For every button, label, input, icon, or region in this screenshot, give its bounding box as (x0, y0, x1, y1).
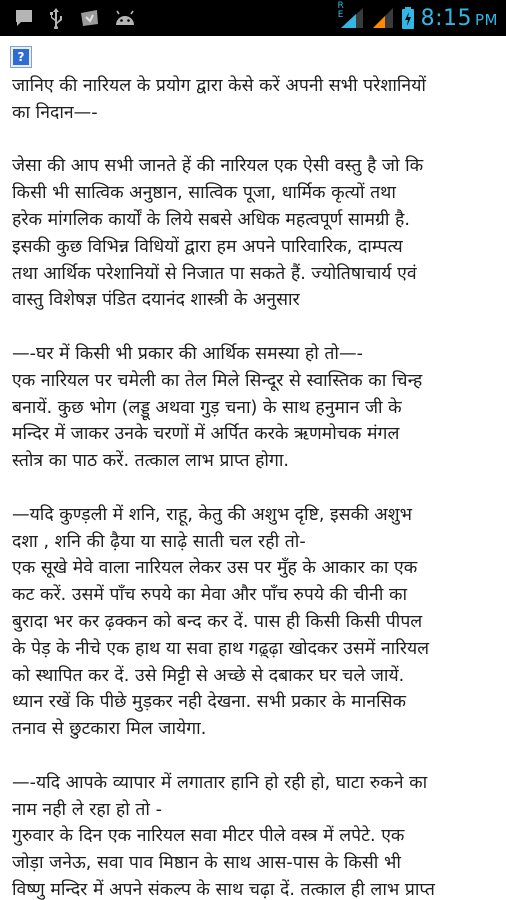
article-line: बनायें. कुछ भोग (लड्डू अथवा गुड़ चना) के साथ हनुमान जी के (12, 397, 402, 418)
status-bar (0, 0, 506, 36)
article-line: इसकी कुछ विभिन्न विधियों द्वारा हम अपने पारिवारिक, दाम्पत्य (12, 236, 403, 257)
system-status (335, 0, 498, 36)
article-line: गुरुवार के दिन एक नारियल सवा मीटर पीले वस्त्र में लपेटे. एक (12, 826, 405, 847)
article-line: —-घर में किसी भी प्रकार की आर्थिक समस्या हो तो—- (12, 343, 363, 364)
paragraph-gap (12, 314, 502, 341)
notification-icons (14, 7, 136, 29)
paragraph-gap (12, 475, 502, 502)
shopping-bag-icon (78, 8, 100, 28)
signal-strength-icon (339, 6, 365, 30)
article-body (12, 73, 502, 900)
article-line: कट करें. उसमें पाँच रुपये का मेवा और पाँच रुपये की चीनी का (12, 585, 408, 606)
clock-ampm: PM (475, 10, 498, 29)
article-line: एक सूखे मेवे वाला नारियल लेकर उस पर मुँह के आकार का एक (12, 558, 418, 579)
broken-image-placeholder[interactable] (10, 46, 32, 68)
article-line: बुरादा भर कर ढ़क्कन को बन्द कर दें. पास ही किसी किसी पीपल (12, 611, 423, 632)
article-line: जोड़ा जनेऊ, सवा पाव मिष्ठान के साथ आस-पास के किसी भी (12, 853, 401, 874)
article-line: हरेक मांगलिक कार्यों के लिये सबसे अधिक महत्वपूर्ण सामग्री है. (12, 209, 410, 230)
article-line: वास्तु विशेषज्ञ पंडित दयानंद शास्त्री के अनुसार (12, 290, 300, 311)
article-line: —-यदि आपके व्यापार में लगातार हानि हो रही हो, घाटा रुकने का (12, 772, 428, 793)
article-line: तनाव से छुटकारा मिल जायेगा. (12, 719, 207, 740)
article-line: —यदि कुण्ड़ली में शनि, राहू, केतु की अशुभ दृष्टि, इसकी अशुभ (12, 504, 413, 525)
article-line: को स्थापित कर दें. उसे मिट्टी से अच्छे से दबाकर घर चले जायें. (12, 665, 405, 686)
android-icon (114, 9, 136, 27)
article-line: जेसा की आप सभी जानते हें की नारियल एक ऐसी वस्तु है जो कि (12, 156, 424, 177)
article-line: विष्णु मन्दिर में अपने संकल्प के साथ चढ़ा दें. तत्काल ही लाभ प्राप्त (12, 879, 435, 900)
wifi-signal-icon (371, 6, 395, 30)
article-line: का निदान—- (12, 102, 98, 123)
article-line: ध्यान रखें कि पीछे मुड़कर नही देखना. सभी प्रकार के मानसिक (12, 692, 406, 713)
clock (421, 6, 498, 31)
network-type-label: R E (337, 1, 344, 20)
message-icon (14, 8, 34, 28)
article-line: जानिए की नारियल के प्रयोग द्वारा केसे करें अपनी सभी परेशानियों (12, 76, 426, 96)
battery-charging-icon (401, 6, 415, 30)
article-line: किसी भी सात्विक अनुष्ठान, सात्विक पूजा, धार्मिक कृत्यों तथा (12, 183, 396, 204)
question-mark-icon: ? (13, 49, 29, 65)
clock-time: 8:15 (420, 5, 472, 31)
article-line: मन्दिर में जाकर उनके चरणों में अर्पित करके ऋणमोचक मंगल (12, 424, 400, 445)
article-line: के पेड़ के नीचे एक हाथ या सवा हाथ गढ़्ढ़ा खोदकर उसमें नारियल (12, 638, 430, 659)
paragraph-gap (12, 127, 502, 154)
article-line: तथा आर्थिक परेशानियों से निजात पा सकते हैं. ज्योतिषाचार्य एवं (12, 263, 417, 284)
article-line: स्तोत्र का पाठ करें. तत्काल लाभ प्राप्त होगा. (12, 451, 290, 472)
usb-icon (48, 7, 64, 29)
paragraph-gap (12, 743, 502, 770)
article-line: नाम नही ले रहा हो तो - (12, 799, 162, 820)
article-line: दशा , शनि की ढ़ैया या साढ़े साती चल रही तो- (12, 531, 306, 552)
article-line: एक नारियल पर चमेली का तेल मिले सिन्दूर से स्वास्तिक का चिन्ह (12, 370, 423, 391)
article-view[interactable] (0, 36, 506, 900)
